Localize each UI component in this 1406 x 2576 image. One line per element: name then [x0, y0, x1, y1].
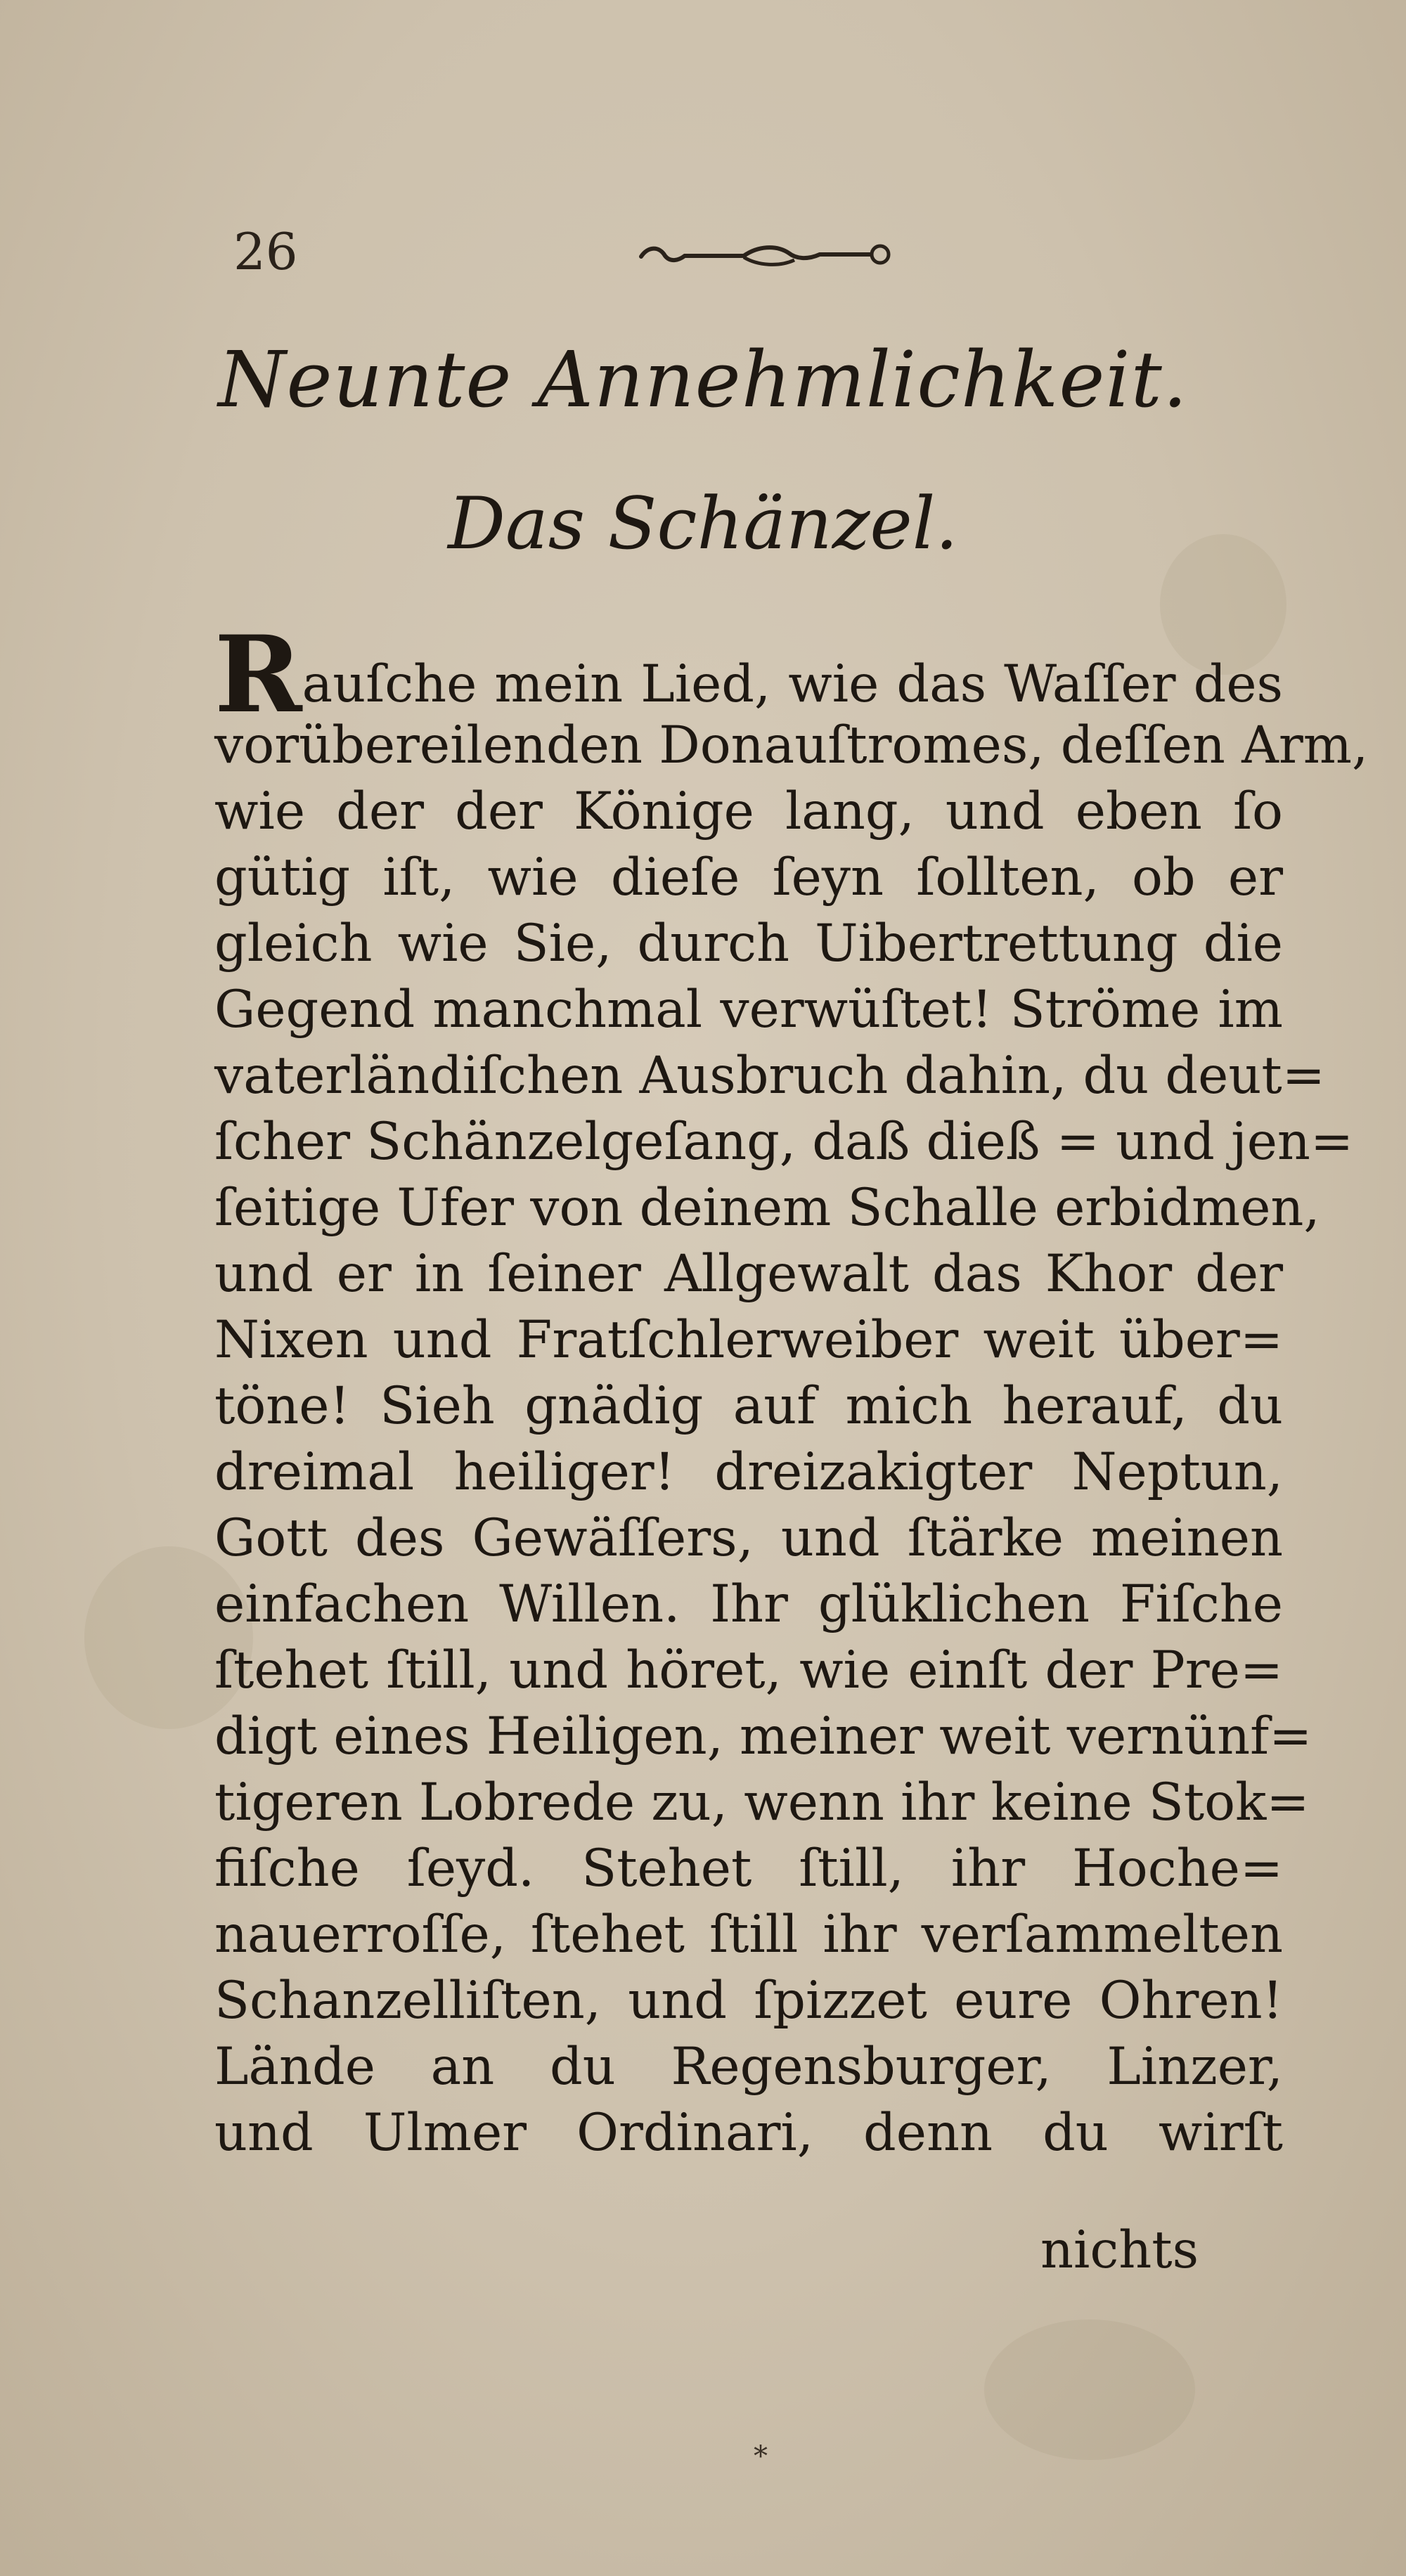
- text-line: und er in ſeiner Allgewalt das Khor der: [214, 1244, 1283, 1304]
- page-number: 26: [233, 222, 298, 281]
- body-text: [214, 613, 1369, 2166]
- drop-cap: R: [214, 613, 302, 737]
- decorative-ornament: [638, 239, 891, 271]
- catchword: nichts: [1040, 2220, 1199, 2280]
- text-line: wie der der Könige lang, und eben ſo: [214, 782, 1283, 841]
- text-line: Gott des Gewäſſers, und ſtärke meinen: [214, 1508, 1283, 1568]
- text-line: Schanzelliſten, und ſpizzet eure Ohren!: [214, 1971, 1283, 2031]
- text-line: vorübereilenden Donauſtromes, deſſen Arm,: [214, 716, 1369, 775]
- text-line: Nixen und Fratſchlerweiber weit über=: [214, 1310, 1283, 1370]
- text-line: Lände an du Regensburger, Linzer,: [214, 2037, 1283, 2097]
- text-line: vaterländiſchen Ausbruch dahin, du deut=: [214, 1046, 1325, 1106]
- text-line: ſtehet ſtill, und höret, wie einſt der Pre=: [214, 1640, 1283, 1700]
- text-line-content: auſche mein Lied, wie das Waſſer des: [302, 654, 1283, 714]
- text-line: tigeren Lobrede zu, wenn ihr keine Stok=: [214, 1773, 1310, 1832]
- text-line: gleich wie Sie, durch Uibertrettung die: [214, 914, 1283, 973]
- text-line: nauerroſſe, ſtehet ſtill ihr verſammelten: [214, 1905, 1283, 1965]
- text-line: ſcher Schänzelgeſang, daß dieß = und jen=: [214, 1112, 1354, 1172]
- text-line: töne! Sieh gnädig auf mich herauf, du: [214, 1376, 1283, 1436]
- chapter-title: Neunte Annehmlichkeit.: [218, 335, 1188, 425]
- text-line: digt eines Heiligen, meiner weit vernünf=: [214, 1707, 1313, 1766]
- signature-mark: *: [754, 2440, 768, 2473]
- text-line: fiſche ſeyd. Stehet ſtill, ihr Hoche=: [214, 1839, 1283, 1898]
- paper-stain: [984, 2319, 1195, 2460]
- text-line: einfachen Willen. Ihr glüklichen Fiſche: [214, 1574, 1283, 1634]
- text-line: und Ulmer Ordinari, denn du wirſt: [214, 2103, 1283, 2163]
- text-line: [214, 613, 1283, 737]
- section-title: Das Schänzel.: [448, 482, 958, 566]
- text-line: dreimal heiliger! dreizakigter Neptun,: [214, 1442, 1283, 1502]
- text-line: ſeitige Ufer von deinem Schalle erbidmen,: [214, 1178, 1320, 1238]
- text-line: gütig iſt, wie dieſe ſeyn ſollten, ob er: [214, 848, 1283, 907]
- text-line: Gegend manchmal verwüſtet! Ströme im: [214, 980, 1283, 1040]
